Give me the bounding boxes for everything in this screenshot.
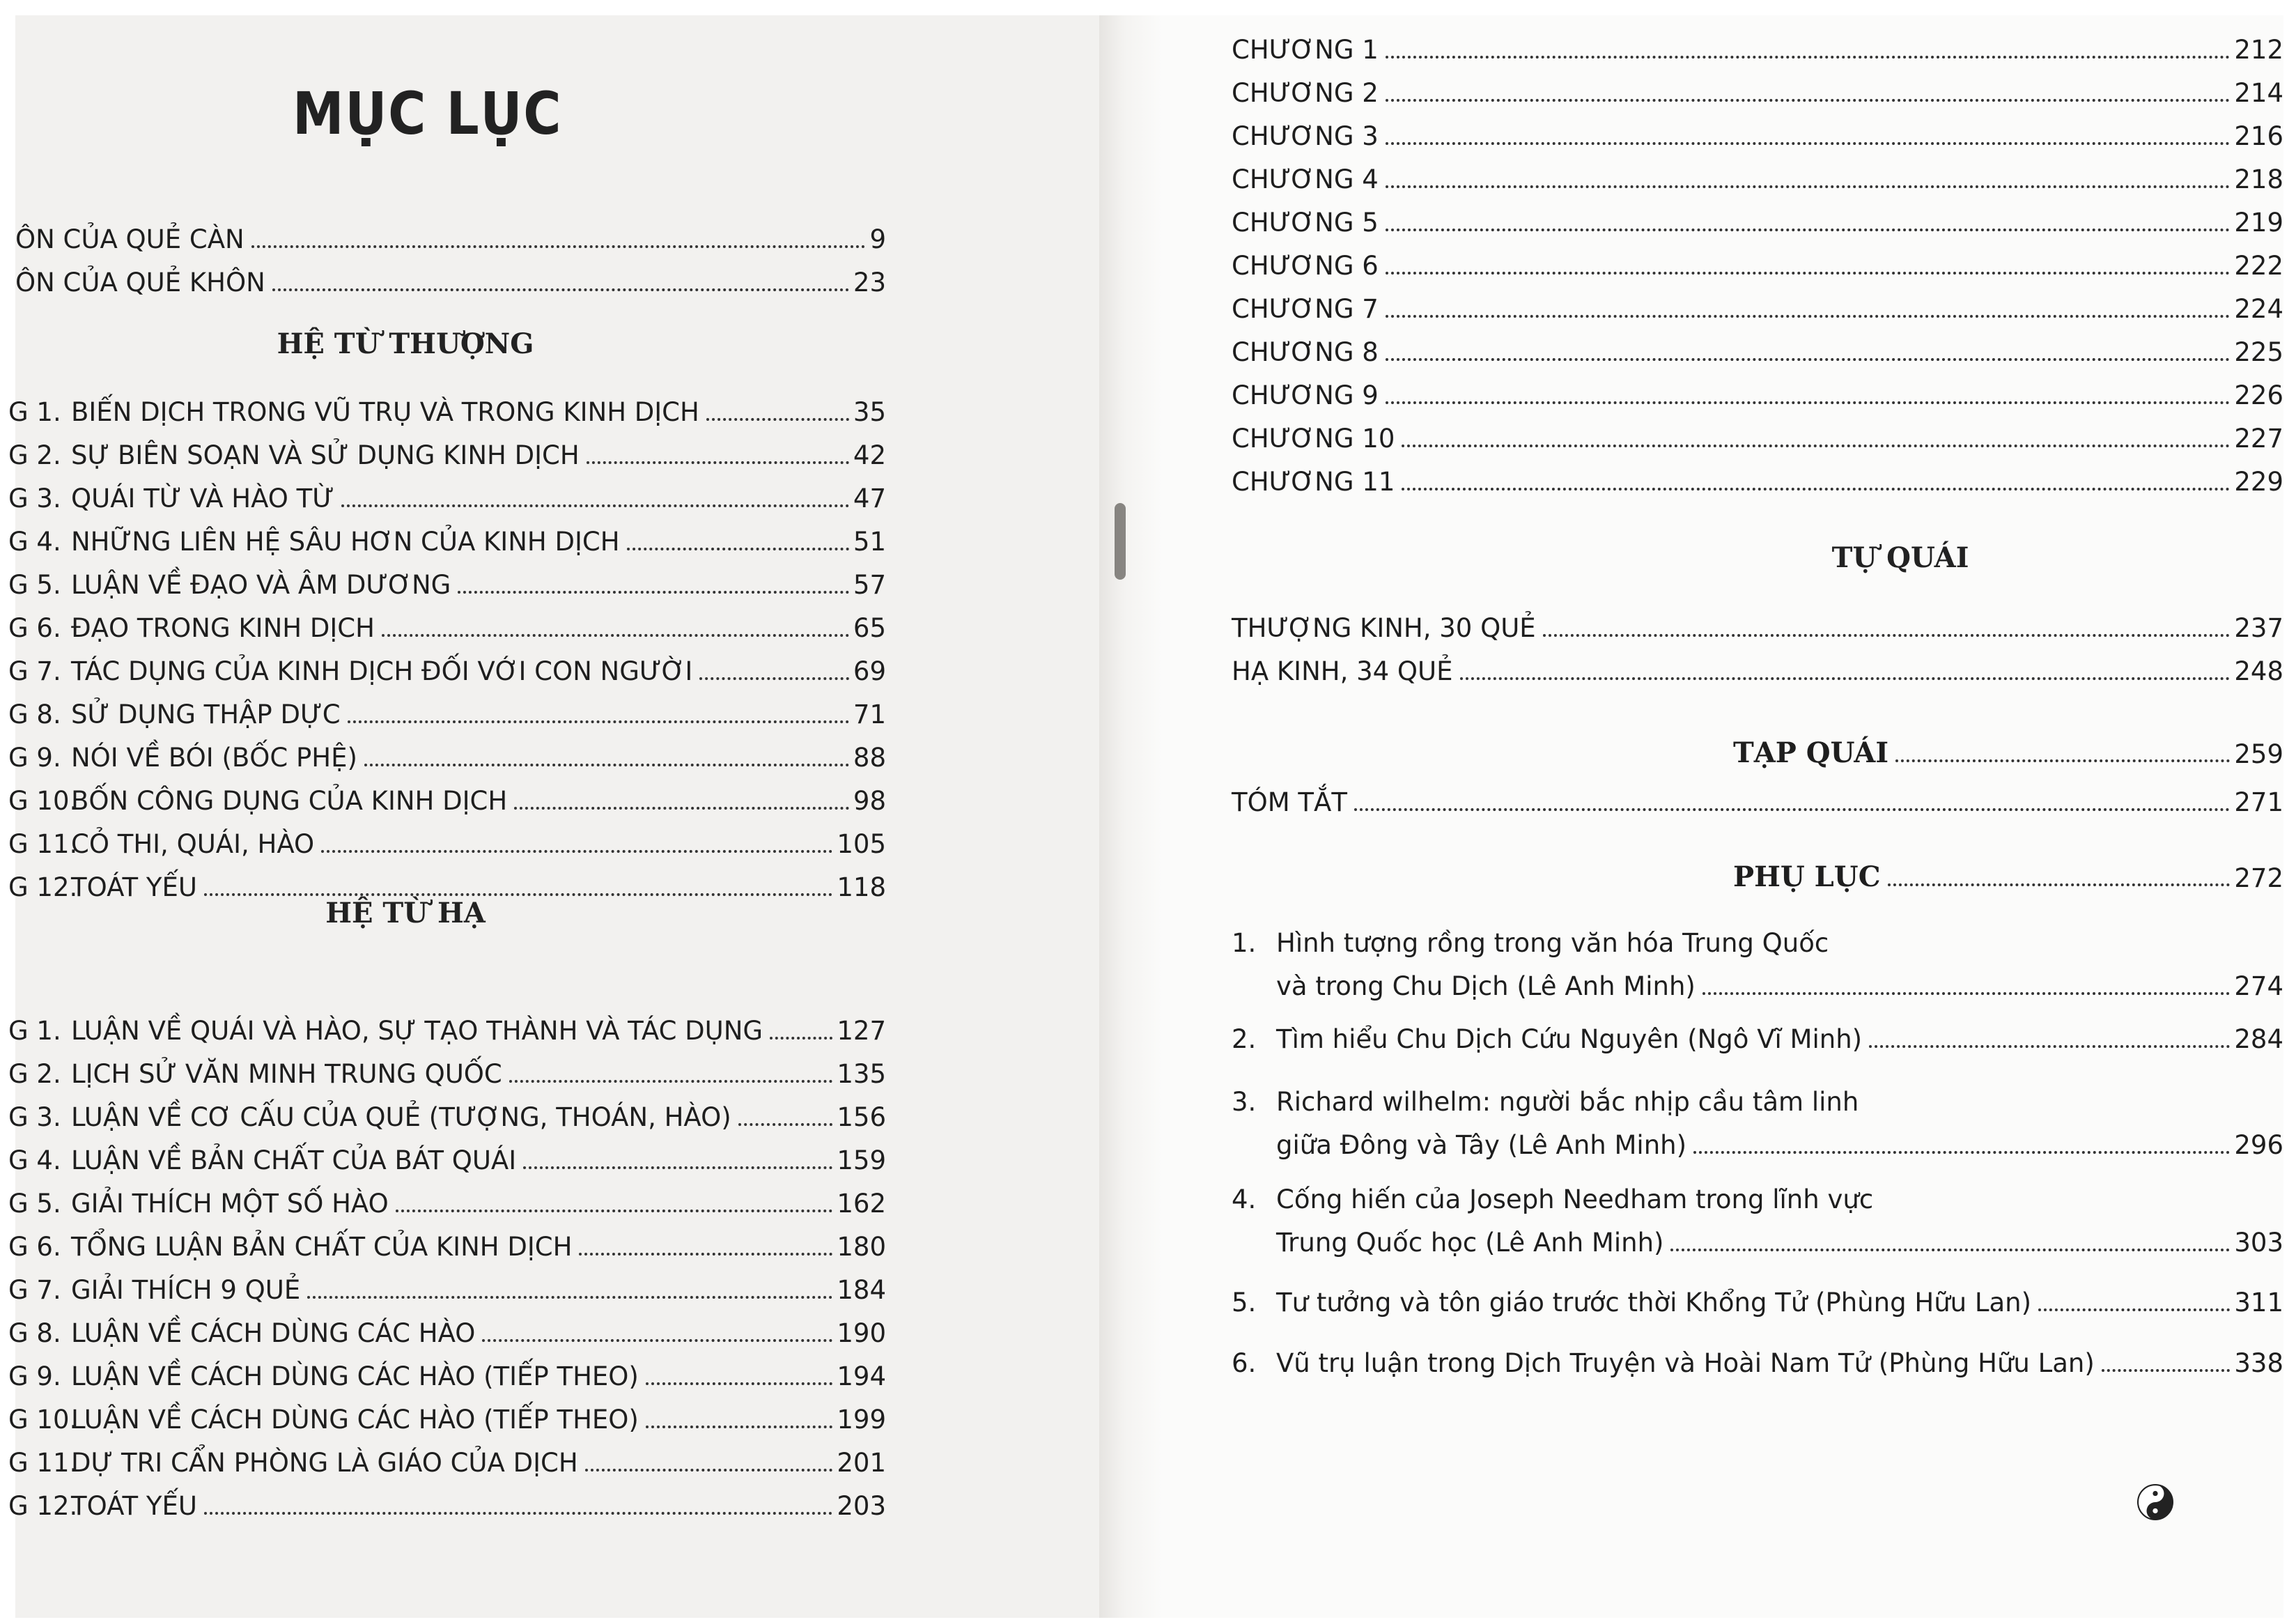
entry-title: NÓI VỀ BÓI (BỐC PHỆ) <box>71 743 357 773</box>
dot-leader <box>364 764 849 766</box>
entry-title: CHƯƠNG 10 <box>1232 424 1395 454</box>
toc-entry[interactable] <box>8 1262 886 1306</box>
entry-title: CHƯƠNG 6 <box>1232 251 1379 281</box>
entry-title: CHƯƠNG 3 <box>1232 121 1379 151</box>
page-number: 88 <box>853 743 886 773</box>
tom-tat-row[interactable] <box>1232 775 2283 818</box>
entry-number: G 8. <box>8 1318 61 1348</box>
dot-leader <box>341 504 849 507</box>
appendix-line <box>1232 1215 2283 1258</box>
entry-number: G 7. <box>8 1275 61 1305</box>
toc-entry[interactable] <box>8 601 886 644</box>
appendix-line <box>1232 1012 2283 1055</box>
entry-title: NHỮNG LIÊN HỆ SÂU HƠN CỦA KINH DỊCH <box>71 527 620 557</box>
page-number: 57 <box>853 570 886 600</box>
entry-title: và trong Chu Dịch (Lê Anh Minh) <box>1276 971 1696 1001</box>
toc-entry[interactable] <box>15 255 886 298</box>
page-number: 212 <box>2234 35 2283 65</box>
toc-entry[interactable] <box>1232 368 2283 411</box>
entry-title: SỰ BIÊN SOẠN VÀ SỬ DỤNG KINH DỊCH <box>71 440 580 470</box>
dot-leader <box>1386 56 2231 59</box>
dot-leader <box>646 1382 833 1385</box>
entry-title: Trung Quốc học (Lê Anh Minh) <box>1276 1228 1664 1258</box>
dot-leader <box>458 591 849 594</box>
page-number: 9 <box>869 224 886 254</box>
appendix-line <box>1232 959 2283 1002</box>
dot-leader <box>482 1339 832 1342</box>
entry-number: G 12. <box>8 872 78 902</box>
entry-title: CỎ THI, QUÁI, HÀO <box>71 829 315 859</box>
page-number: 156 <box>837 1102 886 1132</box>
page-number: 218 <box>2234 164 2283 194</box>
entry-number: G 7. <box>8 656 61 686</box>
phu-luc-row[interactable] <box>1733 850 2283 893</box>
appendix-entry[interactable] <box>1232 1012 2283 1055</box>
dot-leader <box>1460 677 2231 680</box>
dot-leader <box>348 720 849 723</box>
toc-entry[interactable] <box>1232 109 2283 152</box>
entry-title: CHƯƠNG 9 <box>1232 380 1379 410</box>
toc-entry[interactable] <box>8 1435 886 1478</box>
entry-title: TỔNG LUẬN BẢN CHẤT CỦA KINH DỊCH <box>71 1232 573 1262</box>
page-number: 23 <box>853 268 886 298</box>
dot-leader <box>514 807 849 810</box>
page-number: 248 <box>2234 656 2283 686</box>
dot-leader <box>1693 1151 2230 1154</box>
toc-entry[interactable] <box>8 1003 886 1046</box>
entry-number: G 1. <box>8 1016 61 1046</box>
left-page <box>8 15 1099 1618</box>
dot-leader <box>1386 401 2231 404</box>
entry-title: LUẬN VỀ BẢN CHẤT CỦA BÁT QUÁI <box>71 1145 517 1175</box>
dot-leader <box>585 1469 833 1472</box>
toc-entry[interactable] <box>8 1219 886 1262</box>
toc-entry[interactable] <box>8 730 886 773</box>
section-heading-he-tu-ha: HỆ TỪ HẠ <box>325 897 486 929</box>
entry-number: G 2. <box>8 1059 61 1089</box>
dot-leader <box>251 245 866 248</box>
dot-leader <box>1386 99 2231 102</box>
dot-leader <box>1702 992 2231 995</box>
toc-entry[interactable] <box>8 773 886 817</box>
entry-title: CHƯƠNG 5 <box>1232 208 1379 238</box>
entry-number: G 4. <box>8 1145 61 1175</box>
appendix-line <box>1232 1275 2283 1318</box>
entry-title: BỐN CÔNG DỤNG CỦA KINH DỊCH <box>71 786 508 816</box>
entry-title: Hình tượng rồng trong văn hóa Trung Quốc <box>1276 928 1829 958</box>
page-number: 135 <box>837 1059 886 1089</box>
appendix-line <box>1232 1336 2283 1379</box>
page-number: 225 <box>2234 337 2283 367</box>
entry-title: LỊCH SỬ VĂN MINH TRUNG QUỐC <box>71 1059 502 1089</box>
dot-leader <box>1888 883 2231 886</box>
appendix-entry[interactable] <box>1232 916 2283 1002</box>
entry-number: G 8. <box>8 700 61 729</box>
entry-title: LUẬN VỀ CÁCH DÙNG CÁC HÀO (TIẾP THEO) <box>71 1361 639 1391</box>
page-number: 159 <box>837 1145 886 1175</box>
toc-entry[interactable] <box>8 817 886 860</box>
page-number: 190 <box>837 1318 886 1348</box>
entry-title: CHƯƠNG 1 <box>1232 35 1379 65</box>
page-number: 194 <box>837 1361 886 1391</box>
page-number: 199 <box>837 1405 886 1435</box>
tap-quai-row[interactable] <box>1733 726 2283 769</box>
dot-leader <box>307 1296 832 1299</box>
toc-entry[interactable] <box>8 1090 886 1133</box>
toc-entry[interactable] <box>1232 601 2283 644</box>
entry-title: TOÁT YẾU <box>71 1491 197 1521</box>
entry-number: G 12. <box>8 1491 78 1521</box>
entry-title: ĐẠO TRONG KINH DỊCH <box>71 613 375 643</box>
page-title: MỤC LỤC <box>293 79 563 148</box>
page-number: 214 <box>2234 78 2283 108</box>
dot-leader <box>1386 142 2231 145</box>
toc-entry[interactable] <box>1232 65 2283 109</box>
page-number: 127 <box>837 1016 886 1046</box>
dot-leader <box>1386 315 2231 318</box>
toc-entry[interactable] <box>8 471 886 514</box>
page-number: 184 <box>837 1275 886 1305</box>
toc-entry[interactable] <box>8 1176 886 1219</box>
page-number: 105 <box>837 829 886 859</box>
entry-title: THƯỢNG KINH, 30 QUẺ <box>1232 613 1536 643</box>
entry-title: CHƯƠNG 8 <box>1232 337 1379 367</box>
dot-leader <box>204 1512 832 1515</box>
entry-title: BIẾN DỊCH TRONG VŨ TRỤ VÀ TRONG KINH DỊCH <box>71 397 699 427</box>
entry-number: 4. <box>1232 1184 1257 1214</box>
page-number: 71 <box>853 700 886 729</box>
section-heading-tap-quai: TẠP QUÁI <box>1733 736 1889 769</box>
toc-entry[interactable] <box>8 557 886 601</box>
page-number: 272 <box>2234 863 2283 893</box>
dot-leader <box>1543 634 2231 637</box>
page-number: 296 <box>2234 1130 2283 1160</box>
entry-number: G 5. <box>8 1189 61 1219</box>
entry-title: Tìm hiểu Chu Dịch Cứu Nguyên (Ngô Vĩ Minh) <box>1276 1024 1863 1054</box>
entry-title: Richard wilhelm: người bắc nhịp cầu tâm linh <box>1276 1087 1859 1117</box>
entry-number: G 5. <box>8 570 61 600</box>
dot-leader <box>321 850 832 853</box>
entry-number: G 11. <box>8 1448 78 1478</box>
dot-leader <box>1354 808 2230 811</box>
page-number: 229 <box>2234 467 2283 497</box>
entry-number: 1. <box>1232 928 1257 958</box>
entry-number: G 10. <box>8 1405 78 1435</box>
dot-leader <box>699 677 849 680</box>
dot-leader <box>587 461 849 464</box>
yin-yang-icon <box>2137 1484 2173 1520</box>
toc-entry[interactable] <box>1232 411 2283 454</box>
dot-leader <box>1402 445 2230 447</box>
entry-title: Tư tưởng và tôn giáo trước thời Khổng Tử (Phùng Hữu Lan) <box>1276 1288 2032 1318</box>
toc-entry[interactable] <box>1232 152 2283 195</box>
page-number: 180 <box>837 1232 886 1262</box>
page-number: 51 <box>853 527 886 557</box>
toc-entry[interactable] <box>8 1349 886 1392</box>
toc-entry[interactable] <box>8 428 886 471</box>
dot-leader <box>1386 185 2231 188</box>
page-number: 216 <box>2234 121 2283 151</box>
page-number: 35 <box>853 397 886 427</box>
dot-leader <box>738 1123 833 1126</box>
right-page <box>1162 15 2283 1618</box>
entry-number: G 3. <box>8 484 61 513</box>
entry-number: G 9. <box>8 1361 61 1391</box>
page-number: 201 <box>837 1448 886 1478</box>
entry-number: G 11. <box>8 829 78 859</box>
page-number: 98 <box>853 786 886 816</box>
page-number: 338 <box>2234 1348 2283 1378</box>
entry-title: LUẬN VỀ ĐẠO VÀ ÂM DƯƠNG <box>71 570 451 600</box>
page-number: 42 <box>853 440 886 470</box>
page-number: 284 <box>2234 1024 2283 1054</box>
dot-leader <box>646 1426 833 1428</box>
toc-entry[interactable] <box>1232 238 2283 281</box>
entry-title: LUẬN VỀ CÁCH DÙNG CÁC HÀO (TIẾP THEO) <box>71 1405 639 1435</box>
appendix-line <box>1232 1074 2283 1118</box>
entry-title: ÔN CỦA QUẺ CÀN <box>15 224 245 254</box>
page-number: 237 <box>2234 613 2283 643</box>
entry-number: G 3. <box>8 1102 61 1132</box>
entry-number: G 10. <box>8 786 78 816</box>
dot-leader <box>2102 1369 2231 1372</box>
book-gutter <box>1099 15 1162 1618</box>
entry-title: TOÁT YẾU <box>71 872 197 902</box>
section-heading-phu-luc: PHỤ LỤC <box>1733 860 1881 893</box>
dot-leader <box>1670 1249 2230 1251</box>
section-heading-he-tu-thuong: HỆ TỪ THƯỢNG <box>277 327 534 360</box>
toc-entry[interactable] <box>8 1478 886 1522</box>
page-number: 224 <box>2234 294 2283 324</box>
dot-leader <box>1386 358 2231 361</box>
page-number: 118 <box>837 872 886 902</box>
dot-leader <box>1386 272 2231 275</box>
dot-leader <box>523 1166 832 1169</box>
entry-title: DỰ TRI CẨN PHÒNG LÀ GIÁO CỦA DỊCH <box>71 1448 578 1478</box>
entry-number: 6. <box>1232 1348 1257 1378</box>
entry-title: LUẬN VỀ CƠ CẤU CỦA QUẺ (TƯỢNG, THOÁN, HÀO) <box>71 1102 731 1132</box>
dot-leader <box>382 634 849 637</box>
toc-entry[interactable] <box>8 1306 886 1349</box>
toc-entry[interactable] <box>1232 22 2283 65</box>
entry-number: 5. <box>1232 1288 1257 1318</box>
entry-title: GIẢI THÍCH 9 QUẺ <box>71 1275 301 1305</box>
appendix-line <box>1232 1118 2283 1161</box>
entry-title: ÔN CỦA QUẺ KHÔN <box>15 268 265 298</box>
page-number: 259 <box>2234 739 2283 769</box>
entry-title: TÓM TẮT <box>1232 787 1347 817</box>
entry-number: G 2. <box>8 440 61 470</box>
toc-entry[interactable] <box>1232 195 2283 238</box>
page-number: 69 <box>853 656 886 686</box>
dot-leader <box>1386 229 2231 231</box>
toc-entry[interactable] <box>8 644 886 687</box>
entry-title: SỬ DỤNG THẬP DỰC <box>71 700 341 729</box>
appendix-entry[interactable] <box>1232 1074 2283 1161</box>
entry-title: CHƯƠNG 11 <box>1232 467 1395 497</box>
entry-title: TÁC DỤNG CỦA KINH DỊCH ĐỐI VỚI CON NGƯỜI <box>71 656 693 686</box>
page-number: 222 <box>2234 251 2283 281</box>
toc-entry[interactable] <box>8 1392 886 1435</box>
entry-title: CHƯƠNG 7 <box>1232 294 1379 324</box>
toc-entry[interactable] <box>1232 454 2283 497</box>
entry-title: CHƯƠNG 4 <box>1232 164 1379 194</box>
toc-entry[interactable] <box>15 212 886 255</box>
page-number: 162 <box>837 1189 886 1219</box>
dot-leader <box>2038 1308 2230 1311</box>
entry-number: G 6. <box>8 1232 61 1262</box>
appendix-entry[interactable] <box>1232 1336 2283 1379</box>
entry-number: G 9. <box>8 743 61 773</box>
page-number: 65 <box>853 613 886 643</box>
dot-leader <box>627 548 849 550</box>
dot-leader <box>204 893 832 896</box>
entry-title: Cống hiến của Joseph Needham trong lĩnh vực <box>1276 1184 1874 1214</box>
page-number: 47 <box>853 484 886 513</box>
toc-entry[interactable] <box>8 385 886 428</box>
toc-entry[interactable] <box>1232 325 2283 368</box>
dot-leader <box>1402 488 2230 491</box>
toc-entry[interactable] <box>8 514 886 557</box>
appendix-line <box>1232 916 2283 959</box>
entry-title: HẠ KINH, 34 QUẺ <box>1232 656 1453 686</box>
entry-title: giữa Đông và Tây (Lê Anh Minh) <box>1276 1130 1687 1160</box>
toc-entry[interactable] <box>8 687 886 730</box>
page-number: 274 <box>2234 971 2283 1001</box>
entry-number: 2. <box>1232 1024 1257 1054</box>
appendix-line <box>1232 1172 2283 1215</box>
page-number: 311 <box>2234 1288 2283 1318</box>
section-heading-tu-quai: TỰ QUÁI <box>1831 541 1969 574</box>
dot-leader <box>1895 759 2230 762</box>
entry-number: G 6. <box>8 613 61 643</box>
entry-title: QUÁI TỪ VÀ HÀO TỪ <box>71 484 335 513</box>
page-number: 227 <box>2234 424 2283 454</box>
dot-leader <box>396 1210 833 1212</box>
entry-number: G 1. <box>8 397 61 427</box>
entry-title: LUẬN VỀ CÁCH DÙNG CÁC HÀO <box>71 1318 476 1348</box>
toc-entry[interactable] <box>8 1133 886 1176</box>
dot-leader <box>706 418 849 421</box>
entry-number: 3. <box>1232 1087 1257 1117</box>
appendix-entry[interactable] <box>1232 1275 2283 1318</box>
page-number: 219 <box>2234 208 2283 238</box>
page-number: 226 <box>2234 380 2283 410</box>
appendix-entry[interactable] <box>1232 1172 2283 1258</box>
dot-leader <box>272 288 849 291</box>
entry-title: CHƯƠNG 2 <box>1232 78 1379 108</box>
page-number: 303 <box>2234 1228 2283 1258</box>
entry-title: LUẬN VỀ QUÁI VÀ HÀO, SỰ TẠO THÀNH VÀ TÁC DỤNG <box>71 1016 763 1046</box>
dot-leader <box>509 1080 833 1083</box>
page-number: 271 <box>2234 787 2283 817</box>
dot-leader <box>579 1253 832 1256</box>
toc-entry[interactable] <box>1232 281 2283 325</box>
page-number: 203 <box>837 1491 886 1521</box>
entry-title: Vũ trụ luận trong Dịch Truyện và Hoài Nam Tử (Phùng Hữu Lan) <box>1276 1348 2095 1378</box>
book-spread <box>8 15 2283 1618</box>
dot-leader <box>770 1037 832 1040</box>
toc-entry[interactable] <box>1232 644 2283 687</box>
entry-number: G 4. <box>8 527 61 557</box>
dot-leader <box>1869 1045 2230 1048</box>
toc-entry[interactable] <box>8 1046 886 1090</box>
entry-title: GIẢI THÍCH MỘT SỐ HÀO <box>71 1189 389 1219</box>
